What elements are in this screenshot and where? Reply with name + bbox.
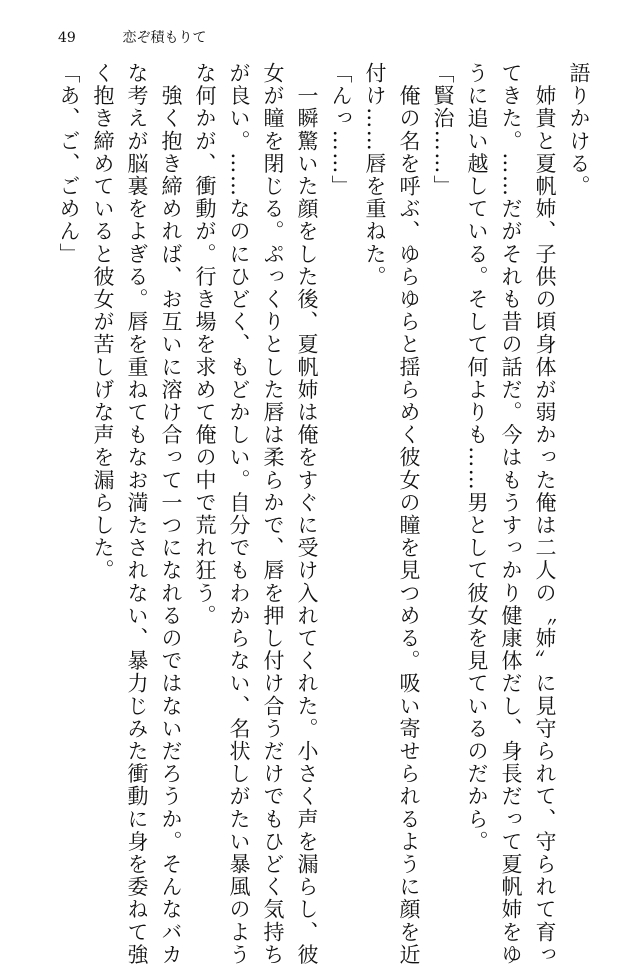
text-line: 付け……唇を重ねた。 [363,62,387,288]
page-header [58,28,206,48]
text-line: 一瞬驚いた顔をした後、夏帆姉は俺をすぐに受け入れてくれた。小さく声を漏らし、彼 [295,62,319,966]
text-line: てきた。……だがそれも昔の話だ。今はもうすっかり健康体だし、身長だって夏帆姉をゆ [499,62,523,966]
text-line: く抱き締めていると彼女が苦しげな声を漏らした。 [91,62,115,582]
text-line: 語りかける。 [567,62,591,198]
page-number: 49 [58,30,76,46]
text-line: 「んっ……」 [329,62,353,198]
book-title: 恋ぞ積もりて [122,30,207,46]
text-line: 強く抱き締めれば、お互いに溶け合って一つになれるのではないだろうか。そんなバカ [159,62,183,966]
text-line: 「賢治……」 [431,62,455,198]
text-line: な何かが、衝動が。行き場を求めて俺の中で荒れ狂う。 [193,62,217,627]
text-line: が良い。……なのにひどく、もどかしい。自分でもわからない、名状しがたい暴風のよう [227,62,251,966]
text-line: な考えが脳裏をよぎる。唇を重ねてもなお満たされない、暴力じみた衝動に身を委ねて強 [125,62,149,966]
text-line: 姉貴と夏帆姉、子供の頃身体が弱かった俺は二人の〝姉〟に見守られて、守られて育っ [533,62,557,966]
text-line: 俺の名を呼ぶ、ゆらゆらと揺らめく彼女の瞳を見つめる。吸い寄せられるように顔を近 [397,62,421,966]
vertical-body-text [52,62,596,966]
text-line: 女が瞳を閉じる。ぷっくりとした唇は柔らかで、唇を押し付け合うだけでもひどく気持ち [261,62,285,966]
text-line: 「あ、ご、ごめん」 [57,62,81,266]
text-line: うに追い越している。そして何よりも……男として彼女を見ているのだから。 [465,62,489,853]
